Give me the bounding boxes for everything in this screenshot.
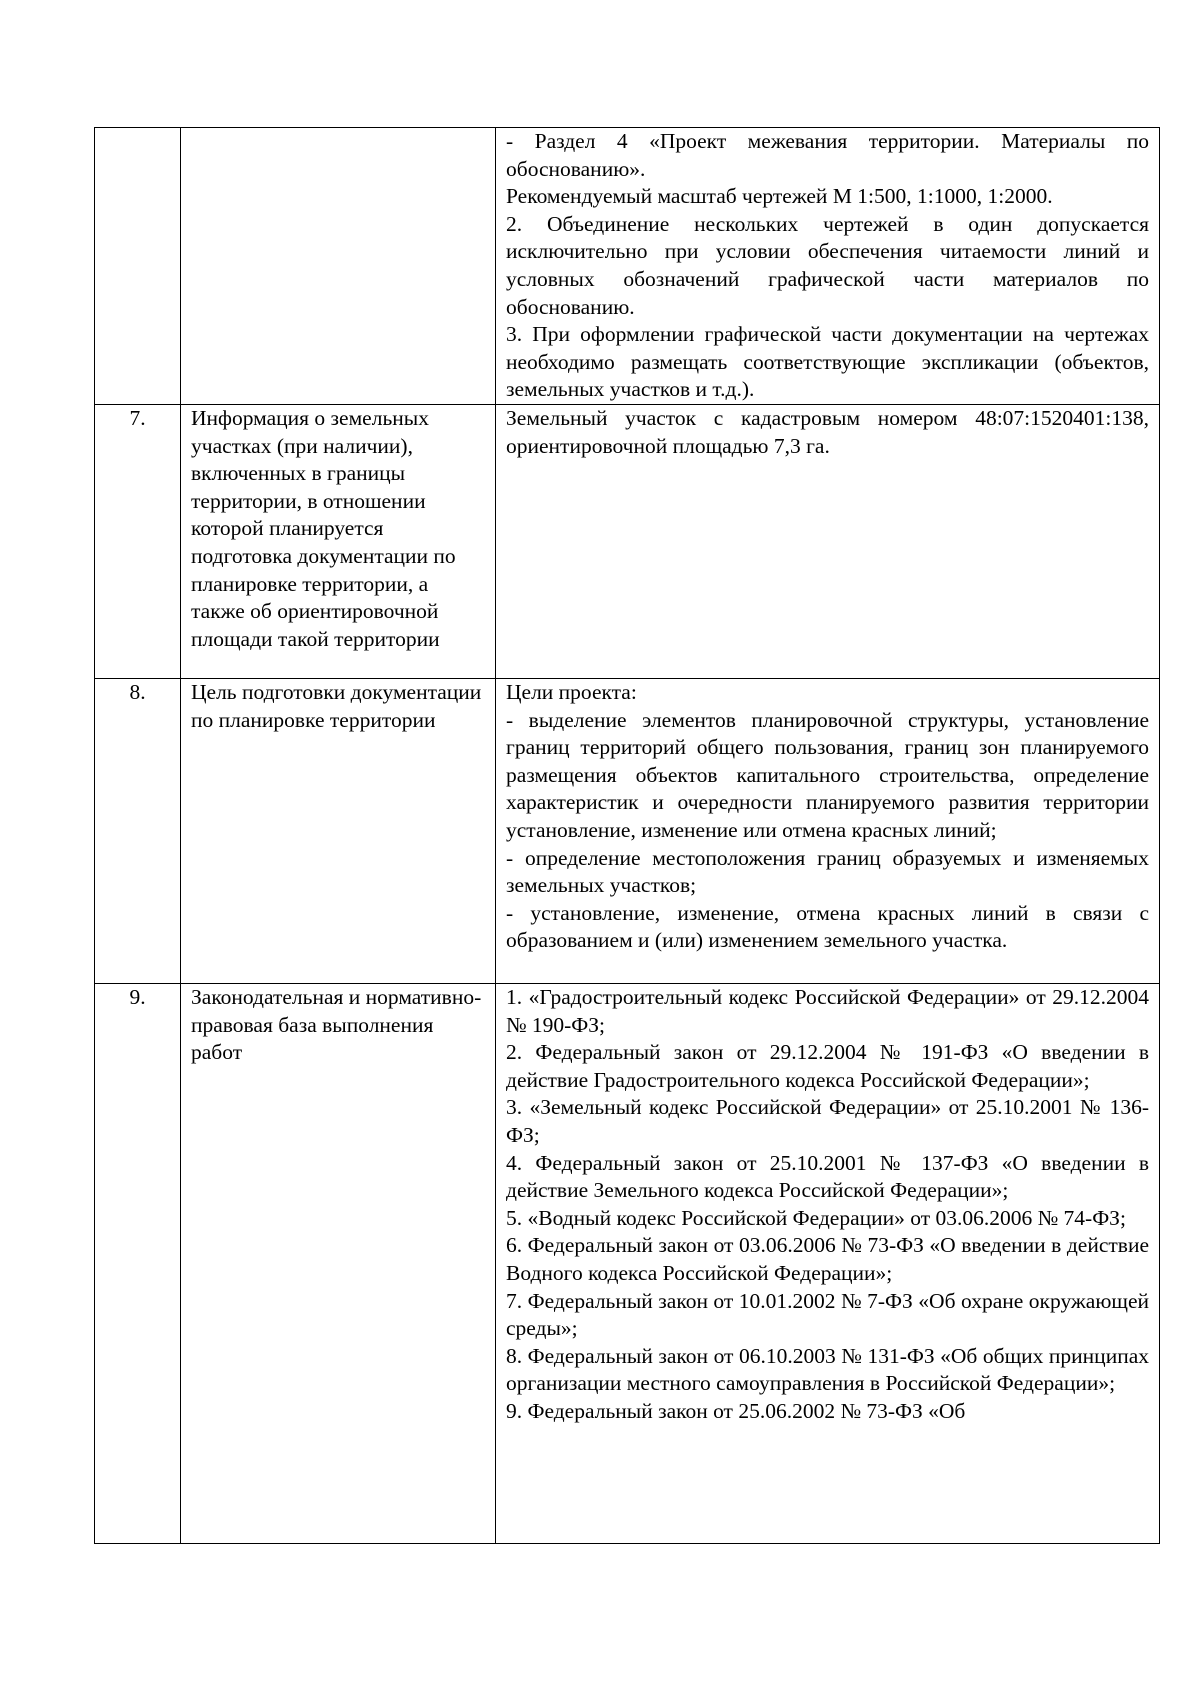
legal-act-item: 7. Федеральный закон от 10.01.2002 № 7-ФЗ «Об охране окружающей среды»;: [506, 1288, 1149, 1341]
legal-act-item: 1. «Градостроительный кодекс Российской Федерации» от 29.12.2004 № 190-ФЗ;: [506, 985, 1149, 1037]
content-paragraph: - определение местоположения границ образуемых и изменяемых земельных участков;: [506, 845, 1149, 898]
table-row: [95, 984, 1160, 1544]
row-title: Законодательная и нормативно-правовая база выполнения работ: [181, 984, 496, 1544]
content-paragraph: Рекомендуемый масштаб чертежей М 1:500, 1:1000, 1:2000.: [506, 184, 1053, 209]
legal-act-item: 8. Федеральный закон от 06.10.2003 № 131-ФЗ «Об общих принципах организации местного самоуправления в Российской Федерации»;: [506, 1343, 1149, 1396]
requirements-table: [94, 127, 1160, 1544]
content-paragraph: - выделение элементов планировочной структуры, установление границ территорий общего пользования, границ зон планируемого размещения объектов капитального строительства, определение характеристик и очередности планируемого развития территории установление, изменение или отмена красных линий;: [506, 707, 1149, 842]
row-number: [95, 128, 181, 405]
content-paragraph: Земельный участок с кадастровым номером 48:07:1520401:138, ориентировочной площадью 7,3 га.: [506, 406, 1149, 458]
content-paragraph: 2. Объединение нескольких чертежей в один допускается исключительно при условии обеспечения читаемости линий и условных обозначений графической части материалов по обоснованию.: [506, 211, 1149, 319]
row-content: [496, 128, 1160, 405]
row-content: [496, 984, 1160, 1544]
legal-act-item: 3. «Земельный кодекс Российской Федерации» от 25.10.2001 № 136-ФЗ;: [506, 1095, 1149, 1147]
legal-act-item: 2. Федеральный закон от 29.12.2004 № 191-ФЗ «О введении в действие Градостроительного кодекса Российской Федерации»;: [506, 1040, 1149, 1092]
legal-act-item: 6. Федеральный закон от 03.06.2006 № 73-ФЗ «О введении в действие Водного кодекса Российской Федерации»;: [506, 1233, 1149, 1285]
table-row: [95, 128, 1160, 405]
legal-act-item: 4. Федеральный закон от 25.10.2001 № 137-ФЗ «О введении в действие Земельного кодекса Российской Федерации»;: [506, 1150, 1149, 1203]
row-content: [496, 679, 1160, 984]
row-title: [181, 128, 496, 405]
content-paragraph: Цели проекта:: [506, 680, 637, 704]
legal-act-item: 5. «Водный кодекс Российской Федерации» от 03.06.2006 № 74-ФЗ;: [506, 1205, 1126, 1230]
content-paragraph: - установление, изменение, отмена красных линий в связи с образованием и (или) изменением земельного участка.: [506, 900, 1149, 953]
table-row: [95, 679, 1160, 984]
row-number: 7.: [95, 405, 181, 679]
row-number: 9.: [95, 984, 181, 1544]
legal-act-item: 9. Федеральный закон от 25.06.2002 № 73-ФЗ «Об: [506, 1398, 966, 1423]
table-row: [95, 405, 1160, 679]
content-paragraph: 3. При оформлении графической части документации на чертежах необходимо размещать соответствующие экспликации (объектов, земельных участков и т.д.).: [506, 322, 1149, 402]
content-paragraph: - Раздел 4 «Проект межевания территории. Материалы по обоснованию».: [506, 129, 1149, 181]
row-title: Информация о земельных участках (при наличии), включенных в границы территории, в отношении которой планируется подготовка документации по планировке территории, а также об ориентировочной площади такой территории: [181, 405, 496, 679]
row-title: Цель подготовки документации по планировке территории: [181, 679, 496, 984]
row-number: 8.: [95, 679, 181, 984]
row-content: [496, 405, 1160, 679]
